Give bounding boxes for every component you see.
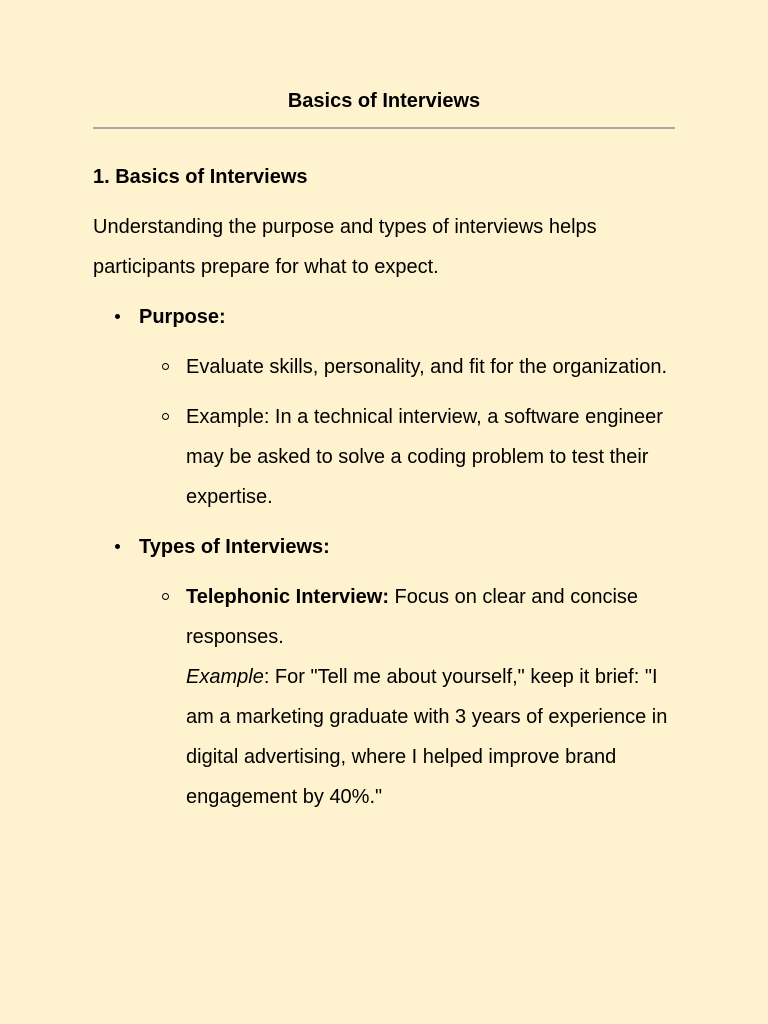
bullet-dot-icon: [115, 544, 120, 549]
main-bullet-list: [93, 297, 678, 817]
telephonic-description: Focus on clear and concise responses.: [186, 586, 639, 648]
section-intro: Understanding the purpose and types of interviews helps participants prepare for what to expect.: [93, 216, 597, 278]
section-heading: 1. Basics of Interviews: [93, 166, 308, 188]
list-item: [139, 577, 678, 817]
purpose-item-text: Example: In a technical interview, a software engineer may be asked to solve a coding problem to test their expertise.: [186, 406, 663, 508]
telephonic-label: Telephonic Interview:: [186, 586, 389, 608]
document-body: [93, 157, 678, 827]
types-label: Types of Interviews:: [139, 536, 330, 558]
list-item-types: [93, 527, 678, 817]
list-item: [139, 397, 678, 517]
title-divider: [93, 127, 675, 129]
types-sub-list: [139, 577, 678, 817]
document-title: Basics of Interviews: [287, 90, 481, 112]
example-label: Example: [186, 666, 264, 688]
purpose-sub-list: [139, 347, 678, 517]
bullet-circle-icon: [162, 593, 169, 600]
bullet-circle-icon: [162, 413, 169, 420]
bullet-dot-icon: [115, 314, 120, 319]
list-item-purpose: [93, 297, 678, 517]
bullet-circle-icon: [162, 363, 169, 370]
purpose-item-text: Evaluate skills, personality, and fit for the organization.: [186, 356, 667, 378]
purpose-label: Purpose:: [139, 306, 226, 328]
list-item: [139, 347, 678, 387]
example-text: : For "Tell me about yourself," keep it brief: "I am a marketing graduate with 3 years of experience in digital advertising, where I helped improve brand engagement by 40%.": [186, 666, 668, 808]
